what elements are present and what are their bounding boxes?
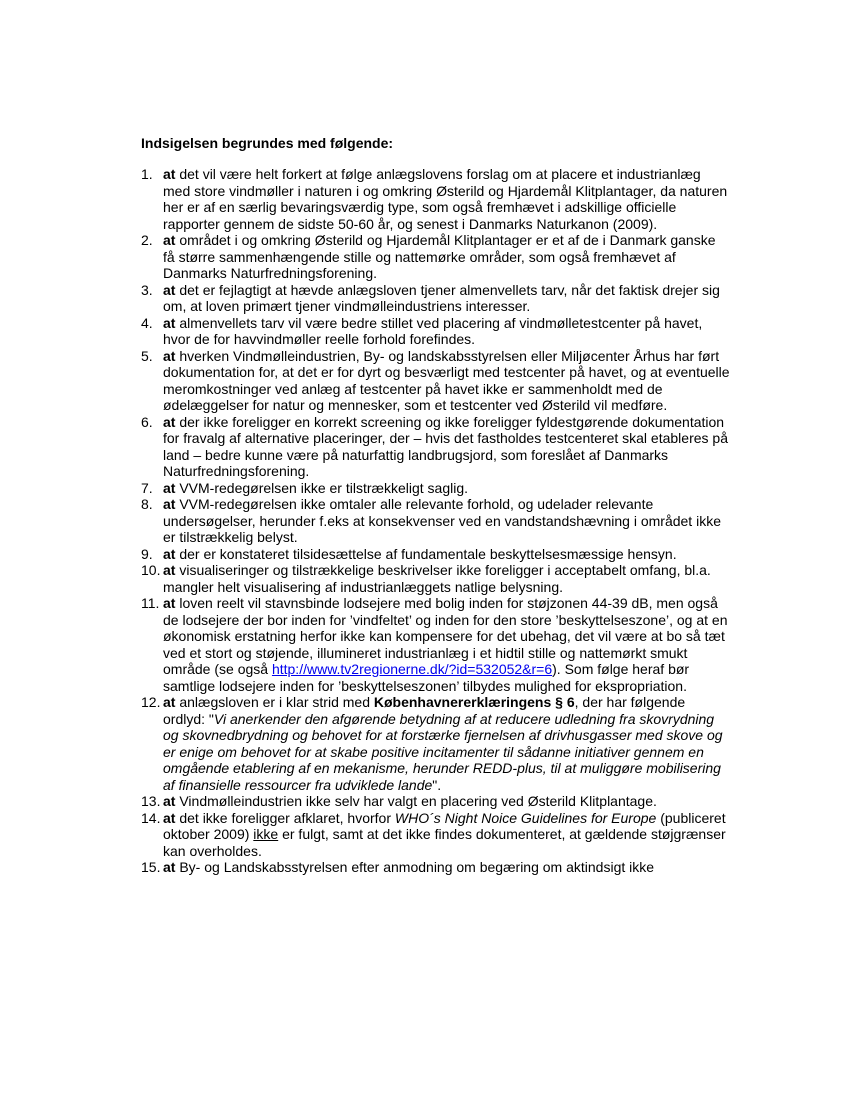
item-number: 15. xyxy=(141,859,161,875)
item-lead: at xyxy=(163,545,176,562)
list-item xyxy=(141,496,731,546)
item-text: almenvellets tarv vil være bedre stillet ved placering af vindmølletestcenter på havet, hvor de for havvindmøller reelle forhold forefindes. xyxy=(163,314,703,347)
item-lead: at xyxy=(163,232,176,248)
item-text-end: er fulgt, samt at det ikke findes dokumenteret, at gældende støjgrænser kan overholdes. xyxy=(163,826,726,859)
list-item xyxy=(141,595,731,694)
item-lead: at xyxy=(163,595,176,611)
item-number: 10. xyxy=(141,562,161,578)
list-item xyxy=(141,315,731,348)
item-lead: at xyxy=(163,562,176,578)
objection-list xyxy=(141,166,731,876)
item-number: 1. xyxy=(141,166,153,182)
item-lead: at xyxy=(163,809,176,826)
list-item xyxy=(141,282,731,315)
list-item xyxy=(141,546,731,563)
item-number: 3. xyxy=(141,281,153,298)
item-text: det vil være helt forkert at følge anlægslovens forslag om at placere et industrianlæg med store vindmøller i naturen i og omkring Østerild og Hjardemål Klitplantager, da naturen her er af en særlig bevaringsværdig type, som også fremhævet i adskillige officielle rapporter gennem de sidste 50-60 år, og senest i Danmarks Naturkanon (2009). xyxy=(163,166,728,232)
item-text: visualiseringer og tilstrækkelige beskrivelser ikke foreligger i acceptabelt omfang, bl.a. mangler helt visualisering af industrianlæggets natlige belysning. xyxy=(163,562,711,595)
item-text: det ikke foreligger afklaret, hvorfor xyxy=(175,809,395,826)
item-text: der ikke foreligger en korrekt screening og ikke foreligger fyldestgørende dokumentation for fravalg af alternative placeringer, der – hvis det fastholdes testcenteret skal etableres på land – bedre kunne være på naturfattig landbrugsjord, som foreslået af Danmarks Naturfredningsforening. xyxy=(163,413,728,479)
item-number: 5. xyxy=(141,347,153,364)
item-lead: at xyxy=(163,314,176,331)
item-lead: at xyxy=(163,281,176,298)
item-lead: at xyxy=(163,166,176,182)
list-item xyxy=(141,348,731,414)
item-number: 8. xyxy=(141,496,153,512)
item-lead: at xyxy=(163,859,176,875)
item-number: 13. xyxy=(141,793,161,809)
item-number: 6. xyxy=(141,413,153,430)
list-item xyxy=(141,166,731,232)
item-number: 14. xyxy=(141,809,161,826)
item-lead: at xyxy=(163,496,176,512)
item-number: 2. xyxy=(141,232,153,248)
item-text: det er fejlagtigt at hævde anlægsloven tjener almenvellets tarv, når det faktisk drejer sig om, at loven primært tjener vindmølleindustriens interesser. xyxy=(163,281,720,314)
item-text: der er konstateret tilsidesættelse af fundamentale beskyttelsesmæssige hensyn. xyxy=(175,545,677,562)
item-number: 4. xyxy=(141,314,153,331)
item-number: 9. xyxy=(141,545,153,562)
list-item xyxy=(141,480,731,497)
item-number: 12. xyxy=(141,694,161,710)
list-item xyxy=(141,810,731,860)
list-item xyxy=(141,694,731,793)
item-text-continued: (publiceret oktober 2009) xyxy=(163,809,726,842)
item-text: By- og Landskabsstyrelsen efter anmodning om begæring om aktindsigt ikke xyxy=(175,859,655,875)
item-text: loven reelt vil stavnsbinde lodsejere med bolig inden for støjzonen 44-39 dB, men også de lodsejere der bor inden for ’vindfeltet’ og inden for den store ’beskyttelseszone’, og at en økonomisk erstatning herfor ikke kan kompensere for det ubehag, det vil være at bo så tæt ved et stort og støjende, illumineret industrianlæg i et hidtil stille og nattemørkt smukt område (se også xyxy=(163,595,728,677)
item-lead: at xyxy=(163,413,176,430)
quote-text: Vi anerkender den afgørende betydning af at reducere udledning fra skovrydning og skovnedbrydning og behovet for at forstærke fjernelsen af drivhusgasser med skove og er enige om behovet for at skabe positive incitamenter til sådanne initiativer gennem en omgående etablering af en mekanisme, herunder REDD-plus, til at muliggøre mobilisering af finansielle ressourcer fra udviklede lande xyxy=(163,710,723,793)
item-text: Vindmølleindustrien ikke selv har valgt en placering ved Østerild Klitplantage. xyxy=(175,793,657,809)
underlined-word: ikke xyxy=(253,826,279,842)
item-number: 11. xyxy=(141,595,160,611)
item-text: anlægsloven er i klar strid med xyxy=(175,694,374,710)
item-lead: at xyxy=(163,793,176,809)
item-text: hverken Vindmølleindustrien, By- og landskabsstyrelsen eller Miljøcenter Århus har ført dokumentation for, at det er for dyrt og besværligt med testcenter på havet, og at eventuelle meromkostninger ved anlæg af testcenter på havet ikke er sammenholdt med de ødelæggelser for natur og mennesker, som et testcenter ved Østerild vil medføre. xyxy=(163,347,730,413)
list-item xyxy=(141,859,731,876)
item-number: 7. xyxy=(141,479,153,496)
list-item xyxy=(141,232,731,282)
declaration-name: Københavnererklæringens § 6 xyxy=(373,694,575,710)
list-item xyxy=(141,562,731,595)
item-text-continued: ). Som følge heraf bør samtlige lodsejere inden for ’beskyttelseszonen’ tilbydes mulighed for ekspropriation. xyxy=(163,661,690,694)
section-heading: Indsigelsen begrundes med følgende: xyxy=(141,135,394,151)
item-lead: at xyxy=(163,694,176,710)
item-text: VVM-redegørelsen ikke omtaler alle relevante forhold, og udelader relevante undersøgelser, herunder f.eks at konsekvenser ved en vandstandshævning i området ikke er tilstrækkelig belyst. xyxy=(163,496,721,545)
tv2-link[interactable]: http://www.tv2regionerne.dk/?id=532052&r=6 xyxy=(271,661,553,677)
item-text: området i og omkring Østerild og Hjardemål Klitplantager er et af de i Danmark ganske få større sammenhængende stille og nattemørke områder, som også fremhævet af Danmarks Naturfredningsforening. xyxy=(163,232,716,281)
item-text-end: ". xyxy=(432,776,442,793)
item-text: VVM-redegørelsen ikke er tilstrækkeligt saglig. xyxy=(175,479,468,496)
item-lead: at xyxy=(163,347,176,364)
guideline-title: WHO´s Night Noice Guidelines for Europe xyxy=(394,809,657,826)
list-item xyxy=(141,414,731,480)
list-item xyxy=(141,793,731,810)
item-lead: at xyxy=(163,479,176,496)
item-text-continued: , der har følgende ordlyd: " xyxy=(163,694,686,727)
